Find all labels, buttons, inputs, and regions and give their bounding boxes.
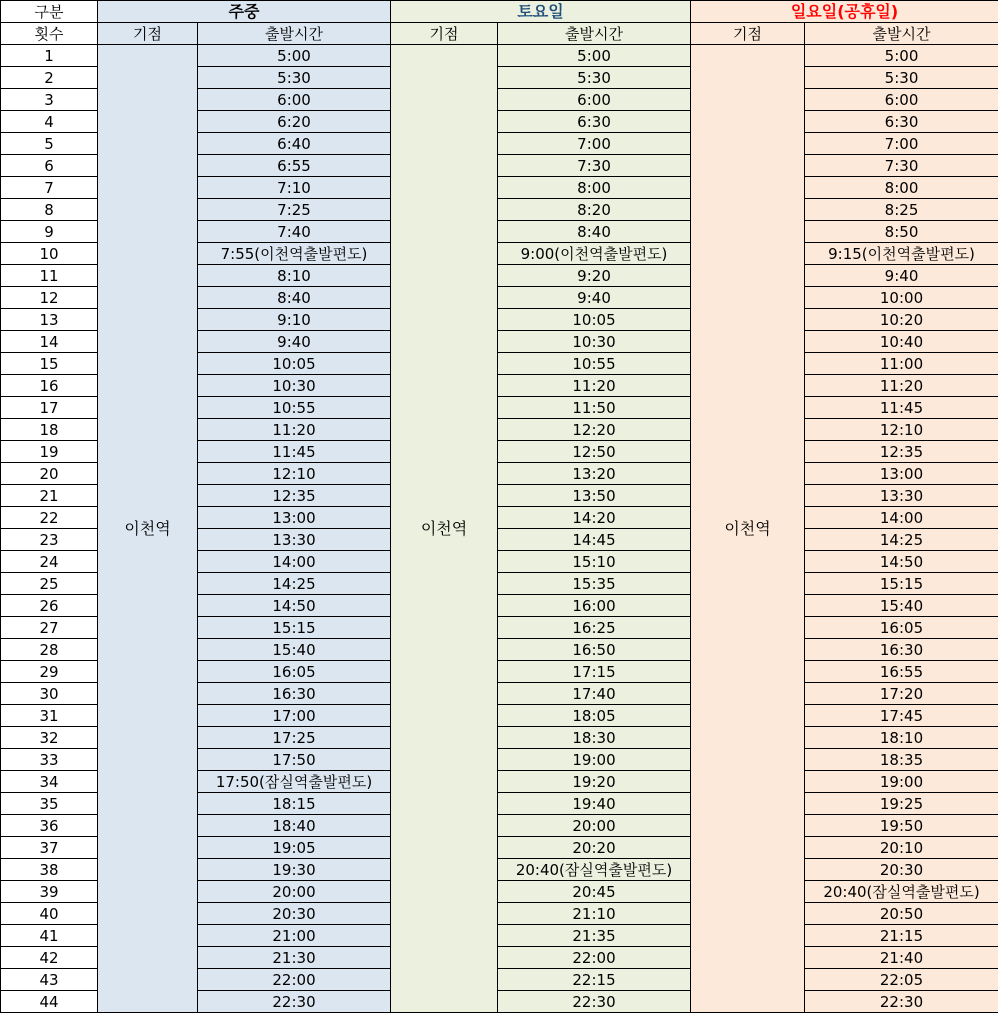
sunday-departure-time: 16:55 <box>805 661 998 683</box>
trip-number: 32 <box>1 727 98 749</box>
weekday-departure-time: 15:15 <box>198 617 391 639</box>
sunday-departure-time: 6:30 <box>805 111 998 133</box>
trip-number: 22 <box>1 507 98 529</box>
weekday-departure-time: 6:55 <box>198 155 391 177</box>
trip-number: 3 <box>1 89 98 111</box>
saturday-departure-time: 16:50 <box>498 639 691 661</box>
sunday-departure-time: 14:00 <box>805 507 998 529</box>
sunday-departure-time: 9:40 <box>805 265 998 287</box>
saturday-departure-time: 16:00 <box>498 595 691 617</box>
saturday-departure-time: 9:20 <box>498 265 691 287</box>
sunday-origin: 이천역 <box>691 45 805 1013</box>
saturday-departure-time: 8:20 <box>498 199 691 221</box>
trip-number: 8 <box>1 199 98 221</box>
weekday-departure-time: 17:00 <box>198 705 391 727</box>
saturday-departure-time: 14:20 <box>498 507 691 529</box>
trip-number: 21 <box>1 485 98 507</box>
saturday-departure-time: 13:20 <box>498 463 691 485</box>
trip-number: 26 <box>1 595 98 617</box>
sunday-departure-time: 20:50 <box>805 903 998 925</box>
saturday-departure-time: 22:30 <box>498 991 691 1013</box>
weekday-departure-time: 10:30 <box>198 375 391 397</box>
weekday-departure-label: 출발시간 <box>198 23 391 45</box>
sunday-departure-time: 8:50 <box>805 221 998 243</box>
sunday-departure-label: 출발시간 <box>805 23 998 45</box>
trip-number: 13 <box>1 309 98 331</box>
sunday-departure-time: 21:40 <box>805 947 998 969</box>
trip-number: 16 <box>1 375 98 397</box>
weekday-departure-time: 11:45 <box>198 441 391 463</box>
sunday-departure-time: 17:45 <box>805 705 998 727</box>
trip-number: 44 <box>1 991 98 1013</box>
weekday-departure-time: 5:30 <box>198 67 391 89</box>
saturday-departure-label: 출발시간 <box>498 23 691 45</box>
weekday-departure-time: 22:30 <box>198 991 391 1013</box>
weekday-departure-time: 8:10 <box>198 265 391 287</box>
weekday-departure-time: 19:05 <box>198 837 391 859</box>
saturday-departure-time: 15:35 <box>498 573 691 595</box>
trip-number: 29 <box>1 661 98 683</box>
schedule-row <box>1 45 998 67</box>
saturday-departure-time: 16:25 <box>498 617 691 639</box>
saturday-departure-time: 12:20 <box>498 419 691 441</box>
sunday-departure-time: 20:40(잠실역출발편도) <box>805 881 998 903</box>
weekday-departure-time: 13:00 <box>198 507 391 529</box>
count-label: 횟수 <box>1 23 98 45</box>
sunday-departure-time: 20:30 <box>805 859 998 881</box>
weekday-departure-time: 6:00 <box>198 89 391 111</box>
saturday-departure-time: 17:40 <box>498 683 691 705</box>
trip-number: 18 <box>1 419 98 441</box>
saturday-departure-time: 7:30 <box>498 155 691 177</box>
trip-number: 31 <box>1 705 98 727</box>
sunday-departure-time: 6:00 <box>805 89 998 111</box>
sunday-departure-time: 10:20 <box>805 309 998 331</box>
weekday-departure-time: 9:40 <box>198 331 391 353</box>
sunday-departure-time: 18:35 <box>805 749 998 771</box>
weekday-departure-time: 16:05 <box>198 661 391 683</box>
weekday-departure-time: 14:50 <box>198 595 391 617</box>
sunday-departure-time: 11:00 <box>805 353 998 375</box>
saturday-departure-time: 12:50 <box>498 441 691 463</box>
trip-number: 33 <box>1 749 98 771</box>
saturday-departure-time: 5:00 <box>498 45 691 67</box>
sunday-departure-time: 14:25 <box>805 529 998 551</box>
trip-number: 7 <box>1 177 98 199</box>
saturday-departure-time: 10:55 <box>498 353 691 375</box>
weekday-departure-time: 14:00 <box>198 551 391 573</box>
saturday-departure-time: 20:40(잠실역출발편도) <box>498 859 691 881</box>
weekday-departure-time: 19:30 <box>198 859 391 881</box>
saturday-departure-time: 18:30 <box>498 727 691 749</box>
saturday-origin: 이천역 <box>391 45 498 1013</box>
sunday-departure-time: 19:00 <box>805 771 998 793</box>
trip-number: 20 <box>1 463 98 485</box>
sunday-departure-time: 15:15 <box>805 573 998 595</box>
sunday-departure-time: 9:15(이천역출발편도) <box>805 243 998 265</box>
saturday-departure-time: 19:00 <box>498 749 691 771</box>
weekday-departure-time: 17:50(잠실역출발편도) <box>198 771 391 793</box>
weekday-departure-time: 18:15 <box>198 793 391 815</box>
weekday-departure-time: 21:30 <box>198 947 391 969</box>
weekday-departure-time: 12:35 <box>198 485 391 507</box>
trip-number: 27 <box>1 617 98 639</box>
trip-number: 17 <box>1 397 98 419</box>
trip-number: 10 <box>1 243 98 265</box>
saturday-departure-time: 22:00 <box>498 947 691 969</box>
trip-number: 9 <box>1 221 98 243</box>
trip-number: 35 <box>1 793 98 815</box>
trip-number: 36 <box>1 815 98 837</box>
sunday-departure-time: 11:45 <box>805 397 998 419</box>
sunday-departure-time: 13:00 <box>805 463 998 485</box>
sunday-departure-time: 12:35 <box>805 441 998 463</box>
header-row-1 <box>1 1 998 23</box>
sunday-departure-time: 22:05 <box>805 969 998 991</box>
sunday-departure-time: 5:00 <box>805 45 998 67</box>
weekday-departure-time: 18:40 <box>198 815 391 837</box>
sunday-departure-time: 10:00 <box>805 287 998 309</box>
trip-number: 34 <box>1 771 98 793</box>
weekday-departure-time: 20:30 <box>198 903 391 925</box>
saturday-departure-time: 15:10 <box>498 551 691 573</box>
sunday-departure-time: 8:25 <box>805 199 998 221</box>
sunday-departure-time: 15:40 <box>805 595 998 617</box>
trip-number: 37 <box>1 837 98 859</box>
weekday-departure-time: 14:25 <box>198 573 391 595</box>
trip-number: 28 <box>1 639 98 661</box>
trip-number: 4 <box>1 111 98 133</box>
saturday-departure-time: 10:30 <box>498 331 691 353</box>
trip-number: 42 <box>1 947 98 969</box>
trip-number: 43 <box>1 969 98 991</box>
saturday-departure-time: 21:10 <box>498 903 691 925</box>
weekday-departure-time: 6:40 <box>198 133 391 155</box>
sunday-departure-time: 18:10 <box>805 727 998 749</box>
sunday-departure-time: 10:40 <box>805 331 998 353</box>
sunday-origin-label: 기점 <box>691 23 805 45</box>
sunday-departure-time: 21:15 <box>805 925 998 947</box>
weekday-departure-time: 17:50 <box>198 749 391 771</box>
trip-number: 30 <box>1 683 98 705</box>
saturday-departure-time: 13:50 <box>498 485 691 507</box>
trip-number: 12 <box>1 287 98 309</box>
sunday-departure-time: 11:20 <box>805 375 998 397</box>
sunday-departure-time: 16:05 <box>805 617 998 639</box>
saturday-departure-time: 6:30 <box>498 111 691 133</box>
weekday-departure-time: 5:00 <box>198 45 391 67</box>
weekday-departure-time: 7:40 <box>198 221 391 243</box>
saturday-departure-time: 6:00 <box>498 89 691 111</box>
trip-number: 39 <box>1 881 98 903</box>
sunday-departure-time: 7:30 <box>805 155 998 177</box>
trip-number: 15 <box>1 353 98 375</box>
saturday-origin-label: 기점 <box>391 23 498 45</box>
saturday-departure-time: 22:15 <box>498 969 691 991</box>
sunday-departure-time: 12:10 <box>805 419 998 441</box>
sunday-departure-time: 8:00 <box>805 177 998 199</box>
saturday-title: 토요일 <box>391 1 691 23</box>
weekday-departure-time: 8:40 <box>198 287 391 309</box>
trip-number: 1 <box>1 45 98 67</box>
sunday-departure-time: 17:20 <box>805 683 998 705</box>
sunday-departure-time: 19:25 <box>805 793 998 815</box>
weekday-departure-time: 7:10 <box>198 177 391 199</box>
trip-number: 11 <box>1 265 98 287</box>
weekday-departure-time: 12:10 <box>198 463 391 485</box>
trip-number: 41 <box>1 925 98 947</box>
saturday-departure-time: 7:00 <box>498 133 691 155</box>
weekday-departure-time: 10:55 <box>198 397 391 419</box>
category-label: 구분 <box>1 1 98 23</box>
trip-number: 38 <box>1 859 98 881</box>
weekday-origin: 이천역 <box>98 45 198 1013</box>
header-row-2 <box>1 23 998 45</box>
saturday-departure-time: 20:00 <box>498 815 691 837</box>
sunday-departure-time: 14:50 <box>805 551 998 573</box>
weekday-departure-time: 15:40 <box>198 639 391 661</box>
saturday-departure-time: 19:40 <box>498 793 691 815</box>
weekday-departure-time: 11:20 <box>198 419 391 441</box>
trip-number: 23 <box>1 529 98 551</box>
weekday-departure-time: 13:30 <box>198 529 391 551</box>
trip-number: 6 <box>1 155 98 177</box>
trip-number: 40 <box>1 903 98 925</box>
weekday-departure-time: 10:05 <box>198 353 391 375</box>
sunday-departure-time: 16:30 <box>805 639 998 661</box>
saturday-departure-time: 9:40 <box>498 287 691 309</box>
weekday-origin-label: 기점 <box>98 23 198 45</box>
trip-number: 24 <box>1 551 98 573</box>
saturday-departure-time: 19:20 <box>498 771 691 793</box>
weekday-departure-time: 20:00 <box>198 881 391 903</box>
weekday-departure-time: 17:25 <box>198 727 391 749</box>
trip-number: 19 <box>1 441 98 463</box>
saturday-departure-time: 21:35 <box>498 925 691 947</box>
sunday-departure-time: 19:50 <box>805 815 998 837</box>
trip-number: 5 <box>1 133 98 155</box>
weekday-departure-time: 6:20 <box>198 111 391 133</box>
trip-number: 2 <box>1 67 98 89</box>
saturday-departure-time: 8:40 <box>498 221 691 243</box>
weekday-departure-time: 16:30 <box>198 683 391 705</box>
saturday-departure-time: 11:50 <box>498 397 691 419</box>
weekday-departure-time: 21:00 <box>198 925 391 947</box>
weekday-departure-time: 7:25 <box>198 199 391 221</box>
saturday-departure-time: 20:20 <box>498 837 691 859</box>
saturday-departure-time: 5:30 <box>498 67 691 89</box>
sunday-departure-time: 13:30 <box>805 485 998 507</box>
sunday-departure-time: 7:00 <box>805 133 998 155</box>
weekday-title: 주중 <box>98 1 391 23</box>
weekday-departure-time: 7:55(이천역출발편도) <box>198 243 391 265</box>
saturday-departure-time: 17:15 <box>498 661 691 683</box>
trip-number: 25 <box>1 573 98 595</box>
weekday-departure-time: 9:10 <box>198 309 391 331</box>
sunday-departure-time: 22:30 <box>805 991 998 1013</box>
weekday-departure-time: 22:00 <box>198 969 391 991</box>
trip-number: 14 <box>1 331 98 353</box>
sunday-departure-time: 5:30 <box>805 67 998 89</box>
saturday-departure-time: 14:45 <box>498 529 691 551</box>
saturday-departure-time: 8:00 <box>498 177 691 199</box>
saturday-departure-time: 20:45 <box>498 881 691 903</box>
saturday-departure-time: 11:20 <box>498 375 691 397</box>
sunday-departure-time: 20:10 <box>805 837 998 859</box>
sunday-title: 일요일(공휴일) <box>691 1 998 23</box>
saturday-departure-time: 18:05 <box>498 705 691 727</box>
saturday-departure-time: 9:00(이천역출발편도) <box>498 243 691 265</box>
saturday-departure-time: 10:05 <box>498 309 691 331</box>
